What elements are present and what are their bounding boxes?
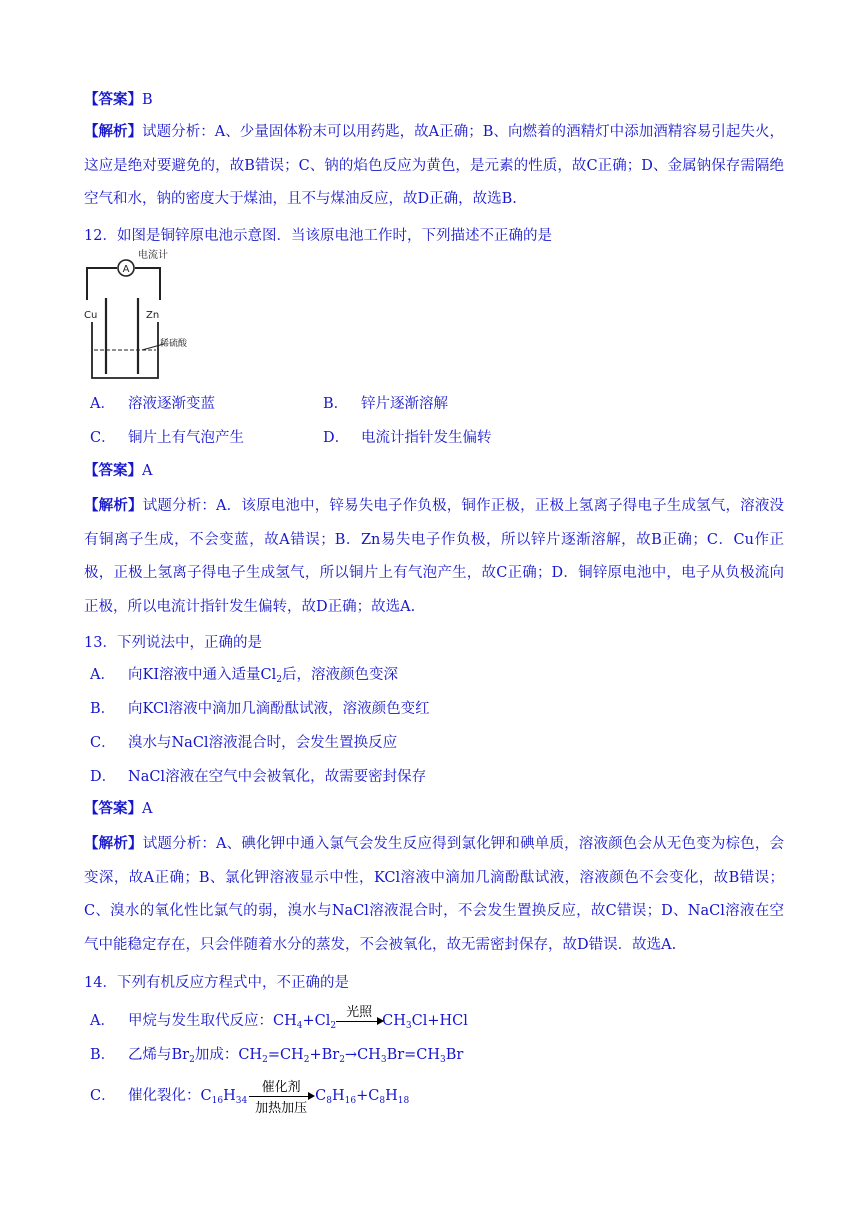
option-letter: A． xyxy=(90,667,115,683)
analysis-text: 试题分析：A、碘化钾中通入氯气会发生反应得到氯化钾和碘单质，溶液颜色会从无色变为棕色，会变深，故A正确；B、氯化钾溶液显示中性，KCl溶液中滴加几滴酚酞试液，溶液颜色不会变化，故B错误；C、溴水的氧化性比氯气的弱，溴水与NaCl溶液混合时，不会发生置换反应，故C错误；D、NaCl溶液在空气中能稳定存在，只会伴随着水分的蒸发，不会被氧化，故无需密封保存，故D错误．故选A. xyxy=(84,836,785,953)
eq-b-rhs: $CH_3Br=CH_3Br$ xyxy=(357,1047,464,1065)
option-letter: D． xyxy=(90,769,117,785)
wire-right xyxy=(135,268,160,300)
answer-tag: 【答案】 xyxy=(84,91,142,108)
option-letter: B． xyxy=(90,1047,116,1063)
electrolyte-label: 稀硫酸 xyxy=(160,339,188,349)
q11-analysis xyxy=(84,115,784,217)
option-text: 溴水与NaCl溶液混合时，会发生置换反应 xyxy=(128,735,398,751)
q14-option-b xyxy=(90,1045,463,1065)
option-label: 乙烯与 xyxy=(128,1047,172,1063)
option-text: 锌片逐渐溶解 xyxy=(361,396,448,412)
q11-answer xyxy=(84,90,153,110)
option-letter: A． xyxy=(90,396,115,412)
option-text: 溶液逐渐变蓝 xyxy=(128,396,215,412)
eq-a-lhs: $CH_4+Cl_2$ xyxy=(273,1013,337,1031)
q13-option-d xyxy=(90,767,426,787)
answer-value: B xyxy=(142,92,153,108)
q14-option-c xyxy=(90,1080,410,1116)
arrow-condition: 光照 xyxy=(346,1005,373,1020)
reaction-arrow xyxy=(249,1080,313,1116)
zn-label: Zn xyxy=(146,310,160,321)
option-letter: B． xyxy=(323,396,349,412)
analysis-text: 试题分析：A．该原电池中，锌易失电子作负极，铜作正极，正极上氢离子得电子生成氢气，溶液没有铜离子生成，不会变蓝，故A错误；B．Zn易失电子作负极，所以锌片逐渐溶解，故B正确；C．Cu作正极，正极上氢离子得电子生成氢气，所以铜片上有气泡产生，故C正确；D．铜锌原电池中，电子从负极流向正极，所以电流计指针发生偏转，故D正确；故选A. xyxy=(84,498,785,615)
arrow-condition-below: 加热加压 xyxy=(255,1101,308,1116)
q13-option-a xyxy=(90,665,398,685)
arrow-condition-above: 催化剂 xyxy=(261,1080,301,1095)
analysis-tag: 【解析】 xyxy=(84,835,143,852)
option-subscript: 2 xyxy=(276,675,283,685)
option-label-2: 加成： xyxy=(194,1047,239,1063)
q14-stem: 14．下列有机反应方程式中，不正确的是 xyxy=(84,975,349,991)
option-letter: D． xyxy=(323,430,350,446)
meter-label: 电流计 xyxy=(138,250,168,261)
q13-stem: 13．下列说法中，正确的是 xyxy=(84,635,262,651)
option-letter: B． xyxy=(90,701,116,717)
option-text-tail: 后，溶液颜色变深 xyxy=(282,667,399,683)
analysis-tag: 【解析】 xyxy=(84,123,143,140)
option-label: 催化裂化： xyxy=(128,1088,201,1104)
q13-option-b xyxy=(90,699,430,719)
q12-option-c xyxy=(90,428,244,448)
option-letter: C． xyxy=(90,735,116,751)
answer-value: A xyxy=(142,801,153,817)
ammeter-symbol: A xyxy=(122,264,130,275)
wire-left xyxy=(87,268,117,300)
eq-b-arrow: → xyxy=(344,1047,358,1063)
q14-option-a xyxy=(90,1005,468,1031)
option-text: 向KCl溶液中滴加几滴酚酞试液，溶液颜色变红 xyxy=(128,701,430,717)
reaction-arrow xyxy=(336,1005,382,1022)
eq-c-rhs: $C_8H_{16}+C_8H_{18}$ xyxy=(315,1088,410,1106)
cu-label: Cu xyxy=(84,310,98,321)
option-letter: C． xyxy=(90,1088,116,1104)
option-label: 甲烷与发生取代反应： xyxy=(128,1013,273,1029)
eq-a-rhs: $CH_3Cl+HCl$ xyxy=(382,1013,468,1031)
q13-analysis xyxy=(84,827,784,962)
option-letter: C． xyxy=(90,430,116,446)
eq-b-reagent: $Br_2$ xyxy=(171,1047,195,1065)
answer-value: A xyxy=(142,463,153,479)
option-text: NaCl溶液在空气中会被氧化，故需要密封保存 xyxy=(128,769,427,785)
q12-option-a xyxy=(90,394,215,414)
q13-answer xyxy=(84,799,152,819)
q13-option-c xyxy=(90,733,397,753)
option-text: 铜片上有气泡产生 xyxy=(128,430,244,446)
option-letter: A． xyxy=(90,1013,115,1029)
q12-option-d xyxy=(323,428,492,448)
q12-stem: 12．如图是铜锌原电池示意图．当该原电池工作时，下列描述不正确的是 xyxy=(84,228,552,244)
analysis-text: 试题分析：A、少量固体粉末可以用药匙，故A正确；B、向燃着的酒精灯中添加酒精容易引起失火，这应是绝对要避免的，故B错误；C、钠的焰色反应为黄色，是元素的性质，故C正确；D、金属钠保存需隔绝空气和水，钠的密度大于煤油，且不与煤油反应，故D正确，故选B. xyxy=(84,124,784,207)
q12-option-b xyxy=(323,394,448,414)
eq-b-lhs: $CH_2=CH_2+Br_2$ xyxy=(238,1047,345,1065)
option-text: 电流计指针发生偏转 xyxy=(361,430,492,446)
analysis-tag: 【解析】 xyxy=(84,497,143,514)
answer-tag: 【答案】 xyxy=(84,462,142,479)
answer-tag: 【答案】 xyxy=(84,800,142,817)
q12-answer xyxy=(84,461,152,481)
galvanic-cell-diagram xyxy=(82,250,188,386)
eq-c-lhs: $C_{16}H_{34}$ xyxy=(200,1088,248,1106)
option-text: 向KI溶液中通入适量Cl xyxy=(128,667,277,683)
q12-analysis xyxy=(84,489,784,624)
galvanic-cell-svg xyxy=(82,250,188,386)
